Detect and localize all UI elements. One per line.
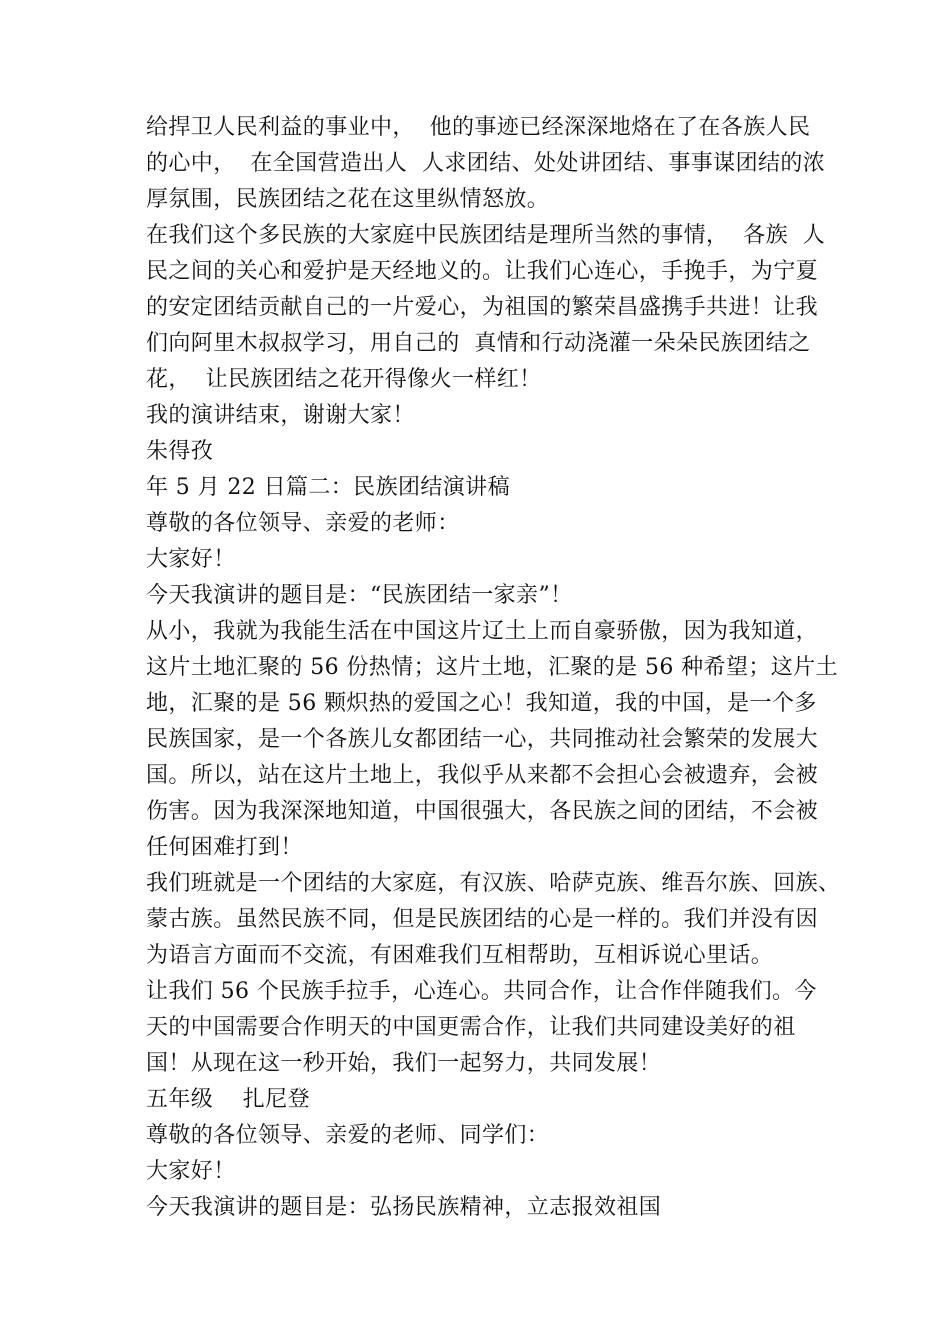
text-line: 厚氛围，民族团结之花在这里纵情怒放。 [146,187,550,212]
text-line: 伤害。因为我深深地知道，中国很强大，各民族之间的团结，不会被 [146,799,819,824]
text-line: 们向阿里木叔叔学习，用自己的 真情和行动浇灌一朵朵民族团结之 [146,331,811,356]
text-line: 在我们这个多民族的大家庭中民族团结是理所当然的事情， 各族 人 [146,223,826,248]
text-line: 大家好！ [146,547,236,572]
text-line: 民之间的关心和爱护是天经地义的。让我们心连心，手挽手，为宁夏 [146,259,819,284]
text-line: 花， 让民族团结之花开得像火一样红！ [146,367,542,392]
text-line: 的安定团结贡献自己的一片爱心，为祖国的繁荣昌盛携手共进！让我 [146,295,819,320]
text-line: 任何困难打到！ [146,835,303,860]
text-line: 尊敬的各位领导、亲爱的老师、同学们： [146,1123,550,1148]
text-line: 给捍卫人民利益的事业中， 他的事迹已经深深地烙在了在各族人民 [146,115,811,140]
text-line: 为语言方面而不交流，有困难我们互相帮助，互相诉说心里话。 [146,943,774,968]
author-name: 朱得孜 [146,439,214,464]
text-line: 大家好！ [146,1159,236,1184]
text-line: 今天我演讲的题目是：弘扬民族精神，立志报效祖国 [146,1195,662,1220]
text-line: 国。所以，站在这片土地上，我似乎从来都不会担心会被遗弃，会被 [146,763,819,788]
text-line: 我的演讲结束，谢谢大家！ [146,403,415,428]
text-line: 民族国家，是一个各族儿女都团结一心，共同推动社会繁荣的发展大 [146,727,819,752]
text-line: 国！从现在这一秒开始，我们一起努力，共同发展！ [146,1051,662,1076]
text-line: 天的中国需要合作明天的中国更需合作，让我们共同建设美好的祖 [146,1015,796,1040]
text-line: 让我们 56 个民族手拉手，心连心。共同合作，让合作伴随我们。今 [146,979,817,1004]
text-line: 从小，我就为我能生活在中国这片辽土上而自豪骄傲，因为我知道， [146,619,819,644]
section-heading: 年 5 月 22 日篇二：民族团结演讲稿 [146,475,510,500]
text-line: 今天我演讲的题目是：“民族团结一家亲”！ [146,583,573,608]
author-name: 五年级 扎尼登 [146,1087,310,1112]
text-line: 地，汇聚的是 56 颗炽热的爱国之心！我知道，我的中国，是一个多 [146,691,817,716]
text-line: 尊敬的各位领导、亲爱的老师： [146,511,460,536]
text-line: 这片土地汇聚的 56 份热情；这片土地，汇聚的是 56 种希望；这片土 [146,655,838,680]
document-body [146,110,841,1226]
text-line: 的心中， 在全国营造出人 人求团结、处处讲团结、事事谋团结的浓 [146,151,826,176]
text-line: 蒙古族。虽然民族不同，但是民族团结的心是一样的。我们并没有因 [146,907,819,932]
text-line: 我们班就是一个团结的大家庭，有汉族、哈萨克族、维吾尔族、回族、 [146,871,841,896]
